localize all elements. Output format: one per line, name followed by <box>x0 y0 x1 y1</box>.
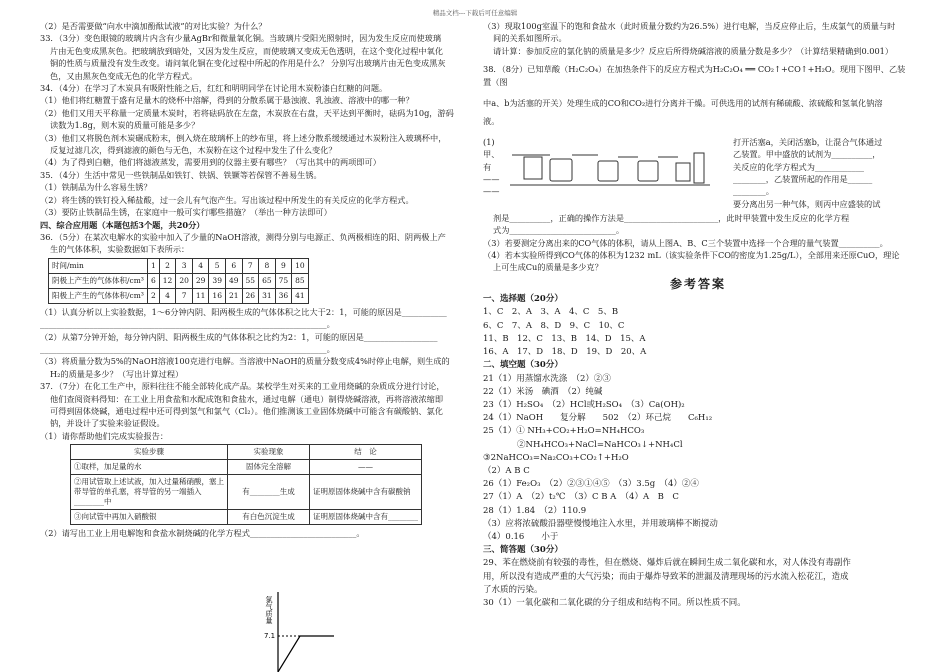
chlorine-mass-graph <box>262 590 342 672</box>
electrolysis-table <box>48 258 309 304</box>
table-row: ①取样，加足量的水 固体完全溶解 —— <box>71 460 422 475</box>
question-38: 38．（8分）已知草酸（H₂C₂O₄）在加热条件下的反应方程式为H₂C₂O₄ ══ CO₂↑+CO↑+H₂O。现用下图甲、乙装置（图 中a、b为活塞的开关）处理生成的CO和CO₂进行分离并干燥。可供选用的试剂有稀硫酸、浓硫酸和氢氧化钠溶 液。 <box>483 64 906 127</box>
question-35: 35．（4分）生活中常见一些铁制品如铁钉、铁锅、铁镢等若保管不善易生锈。 （1）铁制品为什么容易生锈？ （2）将生锈的铁钉投入稀盐酸，过一会儿有气泡产生。写出该过程中所发生的有关反应的化学方程式。 （3）要防止铁制品生锈，在家庭中一般可实行哪些措施？（举出一种方法即可） <box>40 169 414 218</box>
table-row: 实验步骤 实验现象 结 论 <box>71 445 422 460</box>
graph-tick-label: 7.1 <box>264 632 276 640</box>
experiment-report-table <box>70 444 422 525</box>
question-38-apparatus-block: (1) 甲、 有 —— —— 打开活塞a，关闭活塞b，让混合气体通过 乙装置。甲中盛放的试剂为__________， 关反应的化学方程式为____________ ________，乙装置所起的作用是______ ________。 要分离出另一种气体，则丙中应盛装的试 <box>483 136 883 209</box>
question-32-part2: （2）是否需要做“向水中滴加酚酞试液”的对比实验？为什么？ <box>40 21 267 31</box>
right-column <box>483 20 913 610</box>
left-column <box>40 20 460 540</box>
page-header: 精品文档---下载后可任意编辑 <box>432 9 518 17</box>
question-38-continued: 剂是__________，正确的操作方法是_______________________，此时甲装置中发生反应的化学方程 式为__________________________。 （3）若要测定分离出来的CO气体的体积，请从上图A、B、C三个装置中选择一个合理的量气装置__________。 （4）若本实验所得到CO气体的体积为1232 mL（该实验条件下CO的密度为1.25g/L），全部用来还原CuO，理论 上可生成Cu的质量是多少克？ <box>483 212 900 273</box>
table-row: 阳极上产生的气体体积/cm³ 2 4 7 11 16 21 26 31 36 41 <box>49 288 309 303</box>
table-row: 阴极上产生的气体体积/cm³ 6 12 20 29 39 49 55 65 75 85 <box>49 273 309 288</box>
question-37: 37．（7分）在化工生产中，原料往往不能全部转化成产品。某校学生对买来的工业用烧碱的杂质成分进行讨论， 他们查阅资料得知：在工业上用食盐和水配成饱和食盐水，通过电解（通电）制得烧碱溶液，再将溶液浓缩即 可得到固体烧碱，通电过程中还可得到氢气和氯气（Cl₂）。他们推测该工业固体烧碱中可能含有碳酸钠、氯化 钠，并设计了实验来验证假设。 （1）请你帮助他们完成实验报告： <box>40 381 445 441</box>
answer-title: 参考答案 <box>669 276 726 291</box>
apparatus-diagram <box>510 147 715 193</box>
table-row: 时间/min 1 2 3 4 5 6 7 8 9 10 <box>49 258 309 273</box>
question-33: 33．（3分）变色眼镜的玻璃片内含有少量AgBr和微量氧化铜。当玻璃片受阳光照射时，因为发生反应而使玻璃 片由无色变成黑灰色。把玻璃放到暗处，又因为发生反应，而使玻璃又变成无色透明，在这个变化过程中氧化 铜的性质与质量没有发生改变。请问氧化铜在变化过程中所起的作用是什么？ 分别写出玻璃片由无色变成黑灰 色，又由黑灰色变成无色的化学方程式。 <box>40 33 446 81</box>
answer-key: 一、选择题（20分） 1、C 2、A 3、A 4、C 5、B 6、C 7、A 8、D 9、C 10、C 11、B 12、C 13、B 14、D 15、A 16、A 17、D 18、D 19、D 20、A 二、填空题（30分） 21（1）用蒸馏水洗涤 （2）②③ 22（1）米汤 碘酒 （2）纯碱 23（1）H₂SO₄ （2）HCl或H₂SO₄ （3）Ca(OH)₂ 24（1）NaOH 复分解 502 （2）环己烷 C₆H₁₂ 25（1）① NH₃+CO₂+H₂O=NH₄HCO₃ ②NH₄HCO₃+NaCl=NaHCO₃↓+NH₄Cl ③2NaHCO₃=Na₂CO₃+CO₂↑+H₂O （2）A B C 26（1）Fe₂O₃ （2）②③①④⑤ （3）3.5g （4）②④ 27（1）A （2）t₂℃ （3）C B A （4）A B C 28（1）1.84 （2）110.9 （3）应将浓硫酸沿器壁慢慢地注入水里，并用玻璃棒不断搅动 （4）0.16 小于 三、简答题（30分） 29、苯在燃烧前有较强的毒性，但在燃烧、爆炸后就在瞬间生成二氧化碳和水，对人体没有毒副作 用，所以没有造成严重的大气污染；而由于爆炸导致苯的泄漏及清理现场的污水流入松花江，造成 了水质的污染。 30（1）一氧化碳和二氧化碳的分子组成和结构不同。所以性质不同。 <box>483 294 851 608</box>
graph-y-label: 氯气质量 <box>265 596 273 624</box>
section-4-title: 四、综合应用题（本题包括3个题，共20分） <box>40 219 205 230</box>
table-row: ②用试管取上述试液，加入过量稀硝酸，塞上带导管的单孔塞，将导管的另一端插入________中 有________生成 证明原固体烧碱中含有碳酸钠 <box>71 475 422 510</box>
question-36-parts: （1）认真分析以上实验数据，1～6分钟内阴、阳两极生成的气体体积之比大于2：1，可能的原因是___________ ______________________________________________________________________。 （2）从第7分钟开始，每分钟内阴、阳两极生成的气体体积之比约为2：1，可能的原因是__________________ ______________________________________________________________________。 （3）将质量分数为5%的NaOH溶液100克进行电解。当溶液中NaOH的质量分数变成4%时停止电解，则生成的 H₂的质量是多少？（写出计算过程） <box>40 306 450 379</box>
table-row: ③向试管中再加入硝酸银 有白色沉淀生成 证明原固体烧碱中含有________ <box>71 510 422 525</box>
question-36: 36．（5分）在某次电解水的实验中加入了少量的NaOH溶液，测得分别与电源正、负两极相连的阳、阴两极上产 生的气体体积，实验数据如下表所示： <box>40 231 446 255</box>
question-37-part2: （2）请写出工业上用电解饱和食盐水制烧碱的化学方程式__________________________。 <box>40 528 365 539</box>
question-37-part3: （3）现取100g室温下的饱和食盐水（此时质量分数约为26.5%）进行电解，当反应停止后，生成氯气的质量与时 间的关系如图所示。 请计算：参加反应的氯化钠的质量是多少？反应后所得烧碱溶液的质量分数是多少？（计算结果精确到0.001） <box>483 21 896 56</box>
question-34: 34．（4分）在学习了木炭具有吸附性能之后，红红和明明同学在讨论用木炭粉漆白红糖的问题。 （1）他们将红糖置于盛有足量木的烧杯中溶解，得到的分散系属于悬浊液、乳浊液、溶液中的哪一种？ （2）他们又用天平称量一定质量木炭时，若将砝码放在左盘，木炭放在右盘，天平达到平衡时，砝码为10g，游码 读数为1.8g，则木炭的质量可能是多少？ （3）他们又将脱色剂木炭碾成粉末，倒入烧在玻璃杯上的纱布里，将上述分散系缓缓通过木炭粉注入玻璃杯中， 反复过滤几次，得到滤液的颜色与无色，木炭粉在这个过程中发生了什么变化？ （4）为了得到白糖，他们将滤液蒸发，需要用到的仪器主要有哪些？（写出其中的两项即可） <box>40 83 454 168</box>
graph-curve <box>278 636 334 672</box>
